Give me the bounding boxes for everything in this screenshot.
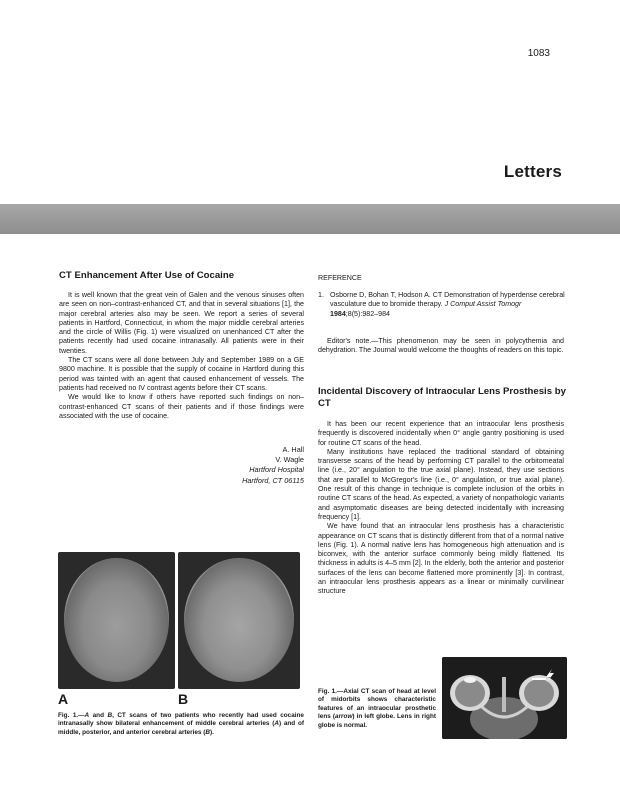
figure1-caption [58, 712, 304, 737]
reference-journal: J Comput Assist Tomogr [444, 300, 522, 309]
letter1-signature [160, 445, 304, 486]
editor-note [318, 337, 564, 356]
figure-label-b: B [178, 691, 189, 707]
author-name: V. Wagle [275, 455, 304, 465]
caption-ref-a: A [84, 712, 90, 719]
caption-text: , CT scans of two patients who recently had used cocaine intranasally show bilateral enhancement of middle cerebral arteries ( [58, 712, 304, 728]
figure-label-a: A [58, 691, 69, 707]
caption-arrow-ref: arrow [335, 713, 353, 721]
letter2-paragraph-1: It has been our recent experience that an intraocular lens prosthesis frequently is discovered incidentally when 0° angle gantry positioning is used for routine CT scans of the head. [318, 420, 564, 447]
ct-scan-image-a [58, 552, 175, 689]
letter1-title: CT Enhancement After Use of Cocaine [59, 270, 235, 281]
caption-ref-b: B [205, 728, 211, 736]
reference-number: 1. [318, 291, 324, 299]
letter2-body [318, 420, 564, 597]
reference-pages: ;8(5):982–984 [345, 309, 390, 318]
letter2-title: Incidental Discovery of Intraocular Lens Prosthesis by CT [318, 386, 566, 409]
reference-year: 1984 [330, 309, 346, 318]
section-title: Letters [503, 162, 562, 181]
page-number: 1083 [527, 48, 550, 59]
letter2-paragraph-2: Many institutions have replaced the traditional standard of obtaining transverse scans of the head by performing CT parallel to the orbitomeatal line (i.e., 20° angulation to the true axial plane). Instead, they use sections that are parallel to McGregor's line (i.e., 0° angulation, or true axial plane). One result of this change in technique is complete inclusion of the orbits in routine CT scans of the head. As expected, a variety of nonpathologic variants and asymptomatic diseases are being detected incidentally with increasing frequency [1]. [318, 447, 564, 521]
editor-note-text: Editor's note.—This phenomenon may be seen in polycythemia and dehydration. The Journal would welcome the thoughts of readers on this topic. [318, 337, 564, 355]
orbit-scan-graphic [442, 657, 567, 739]
author-name: A. Hall [282, 445, 304, 454]
reference-heading: REFERENCE [318, 274, 362, 282]
caption-head: Fig. 1.— [58, 712, 85, 719]
section-banner [0, 204, 620, 234]
letter1-body [59, 291, 304, 421]
caption-text: ). [210, 728, 214, 736]
caption-ref-a: A [274, 720, 279, 728]
figure2-caption [318, 688, 436, 730]
caption-text: Axial CT scan of head at level of midorbits shows characteristic features of an intraocular prosthetic lens ( [318, 688, 436, 721]
caption-text: and [89, 712, 108, 719]
letter2-paragraph-3: We have found that an intraocular lens prosthesis has a characteristic appearance on CT scans that is distinctly different from that of a normal native lens (Fig. 1). A normal native lens has homogeneous high attenuation and is biconvex, with the anterior surface commonly being mildly flattened. Its thickness in adults is 4–5 mm [2]. In the elderly, both the anterior and posterior surfaces of the lens can become flattened more prominently [3]. In contrast, an intraocular lens prosthesis appears as a linear or minimally curvilinear structure [318, 522, 564, 596]
author-location: Hartford, CT 06115 [242, 475, 304, 485]
reference-text: Osborne D, Bohan T, Hodson A. CT Demonstration of hyperdense cerebral vasculature due to bromide therapy. [330, 291, 565, 309]
letter1-paragraph-2: The CT scans were all done between July and September 1989 on a GE 9800 machine. It is possible that the supply of cocaine in Hartford during this period was tainted with an agent that caused enhancement of vessels. The patients had received no IV contrast agents before their CT scans. [59, 356, 304, 392]
caption-text: ) and of middle, posterior, and anterior cerebral arteries ( [58, 720, 305, 736]
caption-text: ) in left globe. Lens in right globe is normal. [318, 713, 436, 729]
ct-scan-image-b [178, 552, 300, 689]
reference-item [318, 291, 568, 319]
letter1-paragraph-1: It is well known that the great vein of Galen and the venous sinuses often are seen on non–contrast-enhanced CT, and that in several situations [1], the major cerebral arteries also may be seen. We report a series of several patients in Hartford, Connecticut, in whom the major middle cerebral arteries and the circle of Willis (Fig. 1) were visualized on unenhanced CT after the patients recently had used cocaine intranasally. All patients were in their twenties. [59, 291, 304, 355]
caption-head: Fig. 1.— [318, 688, 344, 695]
author-affiliation: Hartford Hospital [249, 465, 304, 475]
caption-ref-b: B [107, 712, 113, 719]
letter1-paragraph-3: We would like to know if others have reported such findings on non–contrast-enhanced CT scans of their patients and if those findings were associated with the use of cocaine. [59, 393, 304, 420]
ct-orbit-image [442, 657, 567, 739]
